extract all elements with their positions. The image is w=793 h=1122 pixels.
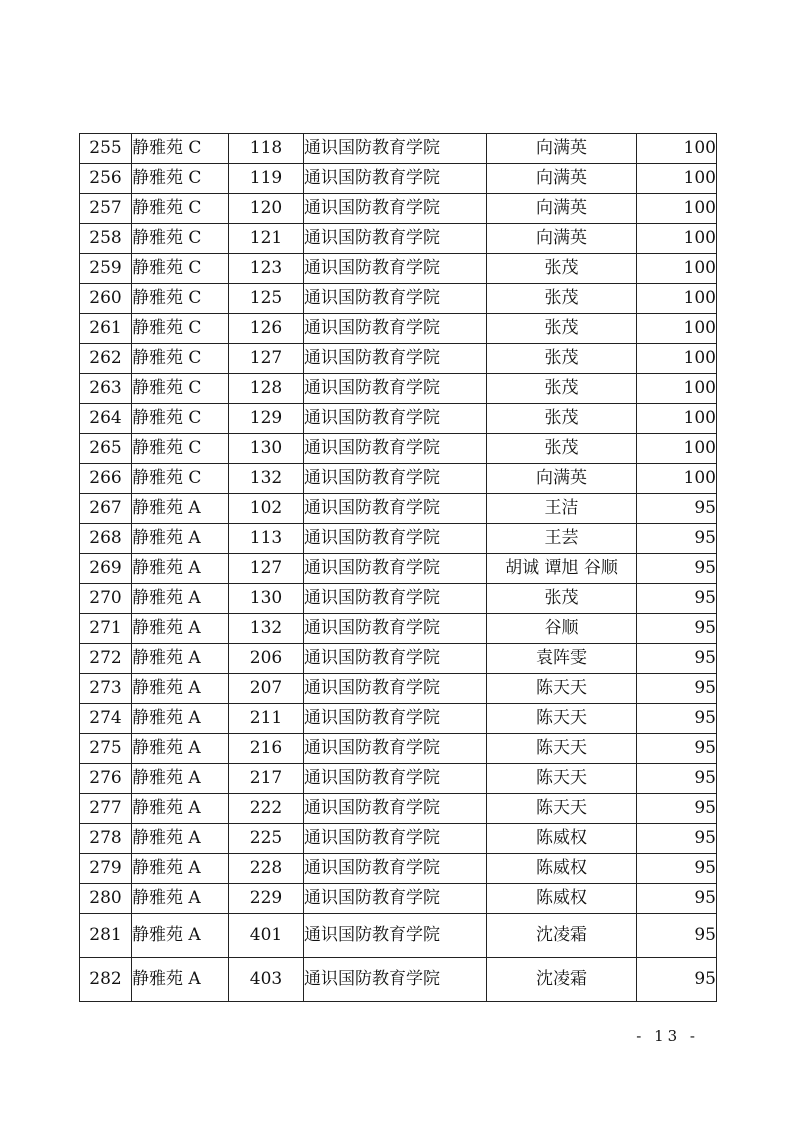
room-number-cell: 132 [229,614,304,644]
row-number-cell: 280 [80,884,132,914]
responsible-person-cell: 张茂 [487,284,637,314]
responsible-person-cell: 王洁 [487,494,637,524]
score-cell: 100 [637,464,717,494]
score-cell: 100 [637,224,717,254]
page-number: - 13 - [636,1027,699,1045]
room-number-cell: 211 [229,704,304,734]
room-number-cell: 123 [229,254,304,284]
row-number-cell: 276 [80,764,132,794]
responsible-person-cell: 张茂 [487,254,637,284]
building-cell: 静雅苑 A [132,584,229,614]
score-cell: 95 [637,644,717,674]
score-cell: 100 [637,194,717,224]
responsible-person-cell: 向满英 [487,224,637,254]
table-row [80,824,717,854]
room-number-cell: 401 [229,914,304,958]
college-cell: 通识国防教育学院 [304,704,487,734]
dormitory-score-table [79,133,717,1002]
score-cell: 95 [637,494,717,524]
building-cell: 静雅苑 A [132,494,229,524]
score-cell: 100 [637,374,717,404]
table-row [80,854,717,884]
score-cell: 95 [637,794,717,824]
building-cell: 静雅苑 A [132,734,229,764]
college-cell: 通识国防教育学院 [304,374,487,404]
responsible-person-cell: 张茂 [487,344,637,374]
college-cell: 通识国防教育学院 [304,734,487,764]
college-cell: 通识国防教育学院 [304,794,487,824]
college-cell: 通识国防教育学院 [304,344,487,374]
college-cell: 通识国防教育学院 [304,644,487,674]
table-row [80,194,717,224]
row-number-cell: 274 [80,704,132,734]
room-number-cell: 113 [229,524,304,554]
row-number-cell: 257 [80,194,132,224]
table-row [80,344,717,374]
score-cell: 95 [637,524,717,554]
room-number-cell: 132 [229,464,304,494]
building-cell: 静雅苑 C [132,194,229,224]
row-number-cell: 260 [80,284,132,314]
room-number-cell: 127 [229,554,304,584]
table-row [80,884,717,914]
room-number-cell: 229 [229,884,304,914]
room-number-cell: 222 [229,794,304,824]
responsible-person-cell: 谷顺 [487,614,637,644]
room-number-cell: 130 [229,584,304,614]
responsible-person-cell: 袁阵雯 [487,644,637,674]
score-cell: 100 [637,404,717,434]
college-cell: 通识国防教育学院 [304,134,487,164]
room-number-cell: 130 [229,434,304,464]
score-cell: 95 [637,854,717,884]
room-number-cell: 207 [229,674,304,704]
building-cell: 静雅苑 C [132,224,229,254]
building-cell: 静雅苑 C [132,434,229,464]
row-number-cell: 264 [80,404,132,434]
table-row [80,284,717,314]
row-number-cell: 262 [80,344,132,374]
building-cell: 静雅苑 C [132,134,229,164]
table-body [80,134,717,1002]
responsible-person-cell: 张茂 [487,434,637,464]
room-number-cell: 206 [229,644,304,674]
room-number-cell: 225 [229,824,304,854]
score-cell: 95 [637,674,717,704]
score-cell: 100 [637,134,717,164]
score-cell: 95 [637,958,717,1002]
room-number-cell: 120 [229,194,304,224]
row-number-cell: 271 [80,614,132,644]
score-cell: 95 [637,734,717,764]
responsible-person-cell: 向满英 [487,194,637,224]
college-cell: 通识国防教育学院 [304,404,487,434]
responsible-person-cell: 沈凌霜 [487,914,637,958]
college-cell: 通识国防教育学院 [304,284,487,314]
row-number-cell: 261 [80,314,132,344]
responsible-person-cell: 沈凌霜 [487,958,637,1002]
room-number-cell: 127 [229,344,304,374]
college-cell: 通识国防教育学院 [304,884,487,914]
room-number-cell: 228 [229,854,304,884]
score-cell: 95 [637,554,717,584]
room-number-cell: 118 [229,134,304,164]
table-row [80,554,717,584]
table-row [80,404,717,434]
responsible-person-cell: 陈天天 [487,794,637,824]
row-number-cell: 279 [80,854,132,884]
responsible-person-cell: 陈威权 [487,884,637,914]
row-number-cell: 278 [80,824,132,854]
row-number-cell: 277 [80,794,132,824]
college-cell: 通识国防教育学院 [304,224,487,254]
table-row [80,164,717,194]
table-row [80,614,717,644]
room-number-cell: 129 [229,404,304,434]
responsible-person-cell: 王芸 [487,524,637,554]
building-cell: 静雅苑 A [132,794,229,824]
college-cell: 通识国防教育学院 [304,584,487,614]
college-cell: 通识国防教育学院 [304,164,487,194]
row-number-cell: 266 [80,464,132,494]
row-number-cell: 272 [80,644,132,674]
college-cell: 通识国防教育学院 [304,958,487,1002]
table-row [80,764,717,794]
room-number-cell: 102 [229,494,304,524]
building-cell: 静雅苑 A [132,614,229,644]
row-number-cell: 256 [80,164,132,194]
responsible-person-cell: 陈天天 [487,704,637,734]
table-row [80,524,717,554]
building-cell: 静雅苑 C [132,164,229,194]
building-cell: 静雅苑 A [132,704,229,734]
table-row [80,584,717,614]
table-row [80,134,717,164]
row-number-cell: 282 [80,958,132,1002]
row-number-cell: 259 [80,254,132,284]
building-cell: 静雅苑 A [132,674,229,704]
responsible-person-cell: 陈天天 [487,734,637,764]
room-number-cell: 126 [229,314,304,344]
score-cell: 100 [637,284,717,314]
room-number-cell: 217 [229,764,304,794]
college-cell: 通识国防教育学院 [304,554,487,584]
responsible-person-cell: 张茂 [487,404,637,434]
responsible-person-cell: 胡诚 谭旭 谷顺 [487,554,637,584]
table-row [80,374,717,404]
score-cell: 95 [637,884,717,914]
score-cell: 95 [637,584,717,614]
college-cell: 通识国防教育学院 [304,194,487,224]
room-number-cell: 128 [229,374,304,404]
score-cell: 95 [637,764,717,794]
college-cell: 通识国防教育学院 [304,524,487,554]
building-cell: 静雅苑 A [132,824,229,854]
table-row [80,254,717,284]
table-row [80,674,717,704]
score-cell: 100 [637,314,717,344]
responsible-person-cell: 向满英 [487,134,637,164]
row-number-cell: 270 [80,584,132,614]
building-cell: 静雅苑 C [132,404,229,434]
score-cell: 95 [637,614,717,644]
college-cell: 通识国防教育学院 [304,854,487,884]
score-cell: 100 [637,434,717,464]
table-row [80,914,717,958]
building-cell: 静雅苑 A [132,524,229,554]
row-number-cell: 268 [80,524,132,554]
score-cell: 100 [637,344,717,374]
college-cell: 通识国防教育学院 [304,614,487,644]
responsible-person-cell: 向满英 [487,164,637,194]
building-cell: 静雅苑 C [132,344,229,374]
table-row [80,704,717,734]
building-cell: 静雅苑 C [132,284,229,314]
building-cell: 静雅苑 A [132,764,229,794]
table-row [80,734,717,764]
row-number-cell: 263 [80,374,132,404]
responsible-person-cell: 陈威权 [487,854,637,884]
responsible-person-cell: 陈天天 [487,764,637,794]
college-cell: 通识国防教育学院 [304,764,487,794]
table-row [80,494,717,524]
table-row [80,464,717,494]
row-number-cell: 255 [80,134,132,164]
responsible-person-cell: 张茂 [487,314,637,344]
score-cell: 95 [637,914,717,958]
row-number-cell: 269 [80,554,132,584]
building-cell: 静雅苑 A [132,884,229,914]
table-row [80,314,717,344]
college-cell: 通识国防教育学院 [304,674,487,704]
table-row [80,958,717,1002]
responsible-person-cell: 张茂 [487,584,637,614]
table-row [80,644,717,674]
building-cell: 静雅苑 A [132,644,229,674]
college-cell: 通识国防教育学院 [304,434,487,464]
score-cell: 100 [637,164,717,194]
building-cell: 静雅苑 C [132,374,229,404]
building-cell: 静雅苑 C [132,464,229,494]
responsible-person-cell: 向满英 [487,464,637,494]
room-number-cell: 403 [229,958,304,1002]
room-number-cell: 125 [229,284,304,314]
room-number-cell: 119 [229,164,304,194]
responsible-person-cell: 陈天天 [487,674,637,704]
row-number-cell: 267 [80,494,132,524]
row-number-cell: 281 [80,914,132,958]
row-number-cell: 265 [80,434,132,464]
college-cell: 通识国防教育学院 [304,254,487,284]
row-number-cell: 258 [80,224,132,254]
building-cell: 静雅苑 A [132,914,229,958]
table-row [80,224,717,254]
building-cell: 静雅苑 C [132,254,229,284]
building-cell: 静雅苑 C [132,314,229,344]
building-cell: 静雅苑 A [132,554,229,584]
college-cell: 通识国防教育学院 [304,824,487,854]
score-cell: 100 [637,254,717,284]
building-cell: 静雅苑 A [132,958,229,1002]
college-cell: 通识国防教育学院 [304,494,487,524]
row-number-cell: 273 [80,674,132,704]
table-row [80,794,717,824]
responsible-person-cell: 张茂 [487,374,637,404]
score-cell: 95 [637,824,717,854]
room-number-cell: 121 [229,224,304,254]
building-cell: 静雅苑 A [132,854,229,884]
college-cell: 通识国防教育学院 [304,314,487,344]
room-number-cell: 216 [229,734,304,764]
score-cell: 95 [637,704,717,734]
responsible-person-cell: 陈威权 [487,824,637,854]
college-cell: 通识国防教育学院 [304,914,487,958]
table-row [80,434,717,464]
row-number-cell: 275 [80,734,132,764]
college-cell: 通识国防教育学院 [304,464,487,494]
